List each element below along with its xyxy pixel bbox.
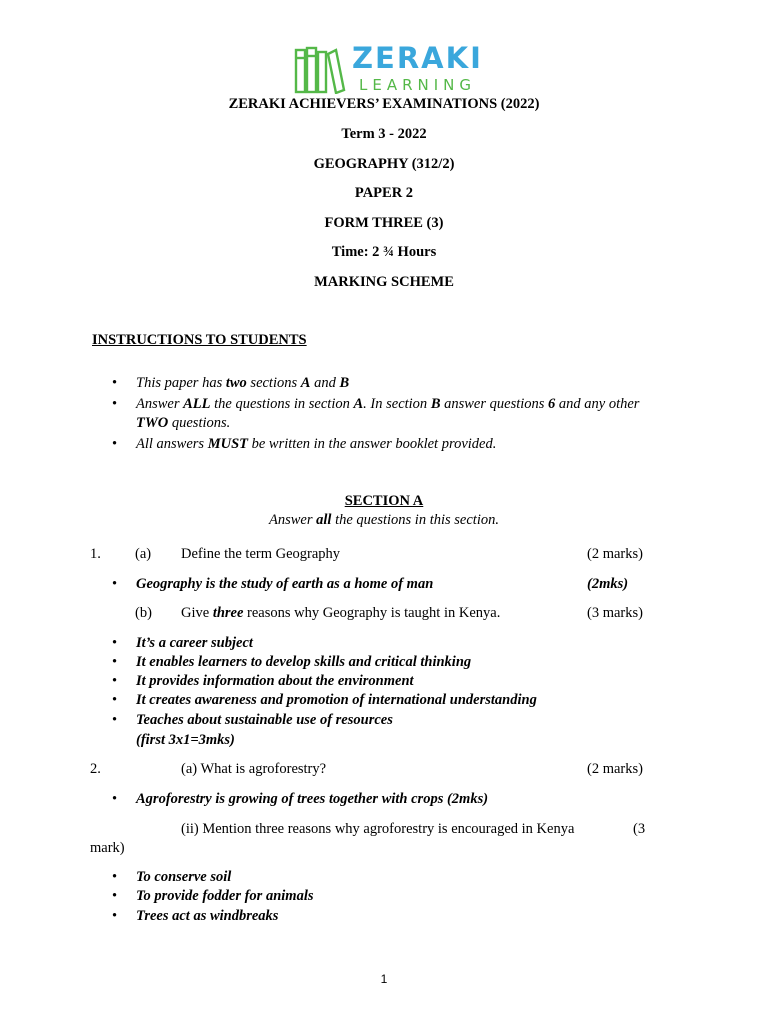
question-number: 2. (90, 761, 101, 777)
answer-marks: (2mks) (587, 576, 629, 592)
instruction-text: This paper has (136, 375, 226, 391)
time-line: Time: 2 ¾ Hours (331, 244, 437, 260)
instruction-text: the questions in section (210, 396, 354, 412)
bullet-icon: • (112, 888, 118, 904)
section-sub-text: Answer (269, 512, 317, 528)
instruction-emphasis: ALL (183, 396, 211, 412)
bullet-icon: • (112, 712, 118, 728)
question-marks: (3 marks) (587, 605, 643, 621)
page-number: 1 (380, 972, 388, 986)
question-text: (a) What is agroforestry? (181, 761, 327, 777)
question-text: (ii) Mention three reasons why agroforestry is encouraged in Kenya (181, 821, 575, 837)
bullet-icon: • (112, 654, 118, 670)
instruction-text: . In section (363, 396, 431, 412)
answer-text: Geography is the study of earth as a home of man (136, 576, 434, 592)
logo-wordmark: ZERAKI (352, 41, 483, 75)
answer-text: It’s a career subject (136, 635, 253, 651)
books-icon (294, 46, 346, 94)
instruction-text: questions. (168, 415, 231, 431)
bullet-icon: • (112, 791, 118, 807)
bullet-icon: • (112, 436, 118, 452)
answer-text: Trees act as windbreaks (136, 908, 279, 924)
question-marks-wrap: mark) (90, 840, 125, 856)
instruction-text: sections (246, 375, 301, 391)
question-part-label: (b) (135, 605, 152, 621)
instruction-emphasis: two (225, 375, 247, 391)
bullet-icon: • (112, 869, 118, 885)
question-emphasis: three (212, 605, 244, 621)
bullet-icon: • (112, 635, 118, 651)
answer-text: It enables learners to develop skills and critical thinking (136, 654, 472, 670)
scheme-line: MARKING SCHEME (314, 274, 454, 290)
instruction-emphasis: B (430, 396, 441, 412)
question-marks: (2 marks) (587, 761, 643, 777)
instruction-emphasis: MUST (207, 436, 248, 452)
form-line: FORM THREE (3) (324, 215, 444, 231)
bullet-icon: • (112, 396, 118, 412)
logo-subtitle: LEARNING (359, 76, 477, 94)
instruction-emphasis: A (300, 375, 311, 391)
question-marks: (2 marks) (587, 546, 643, 562)
bullet-icon: • (112, 673, 118, 689)
question-text (181, 605, 500, 622)
section-subheading (0, 512, 768, 529)
answer-text: It creates awareness and promotion of international understanding (136, 692, 537, 708)
answer-text: To conserve soil (136, 869, 232, 885)
question-marks: (3 (633, 821, 646, 837)
instruction-text: answer questions (440, 396, 549, 412)
section-sub-text: the questions in this section. (331, 512, 499, 528)
paper-line: PAPER 2 (354, 185, 414, 201)
section-heading: SECTION A (344, 493, 424, 509)
exam-title: ZERAKI ACHIEVERS’ EXAMINATIONS (2022) (228, 96, 540, 112)
answer-text: It provides information about the environment (136, 673, 414, 689)
answer-text: Agroforestry is growing of trees together with crops (2mks) (136, 791, 489, 807)
answer-text: To provide fodder for animals (136, 888, 314, 904)
instruction-text: Answer (136, 396, 184, 412)
instruction-emphasis: 6 (548, 396, 556, 412)
instruction-emphasis: A (353, 396, 364, 412)
question-text-part: Give (181, 605, 213, 621)
instruction-emphasis: TWO (136, 415, 169, 431)
instruction-emphasis: B (339, 375, 350, 391)
question-part-label: (a) (135, 546, 152, 562)
instruction-text: and (310, 375, 340, 391)
instruction-text: All answers (136, 436, 208, 452)
question-number: 1. (90, 546, 101, 562)
subject-line: GEOGRAPHY (312/2) (313, 156, 455, 172)
instruction-text: and any other (555, 396, 640, 412)
answer-note: (first 3x1=3mks) (136, 732, 235, 748)
instructions-heading: INSTRUCTIONS TO STUDENTS (92, 332, 307, 348)
question-text: Define the term Geography (181, 546, 341, 562)
bullet-icon: • (112, 576, 118, 592)
question-text-part: reasons why Geography is taught in Kenya. (243, 605, 501, 621)
bullet-icon: • (112, 692, 118, 708)
term-line: Term 3 - 2022 (341, 126, 427, 142)
bullet-icon: • (112, 908, 118, 924)
bullet-icon: • (112, 375, 118, 391)
answer-text: Teaches about sustainable use of resources (136, 712, 393, 728)
section-sub-emphasis: all (316, 512, 332, 528)
instruction-text: be written in the answer booklet provided. (248, 436, 497, 452)
